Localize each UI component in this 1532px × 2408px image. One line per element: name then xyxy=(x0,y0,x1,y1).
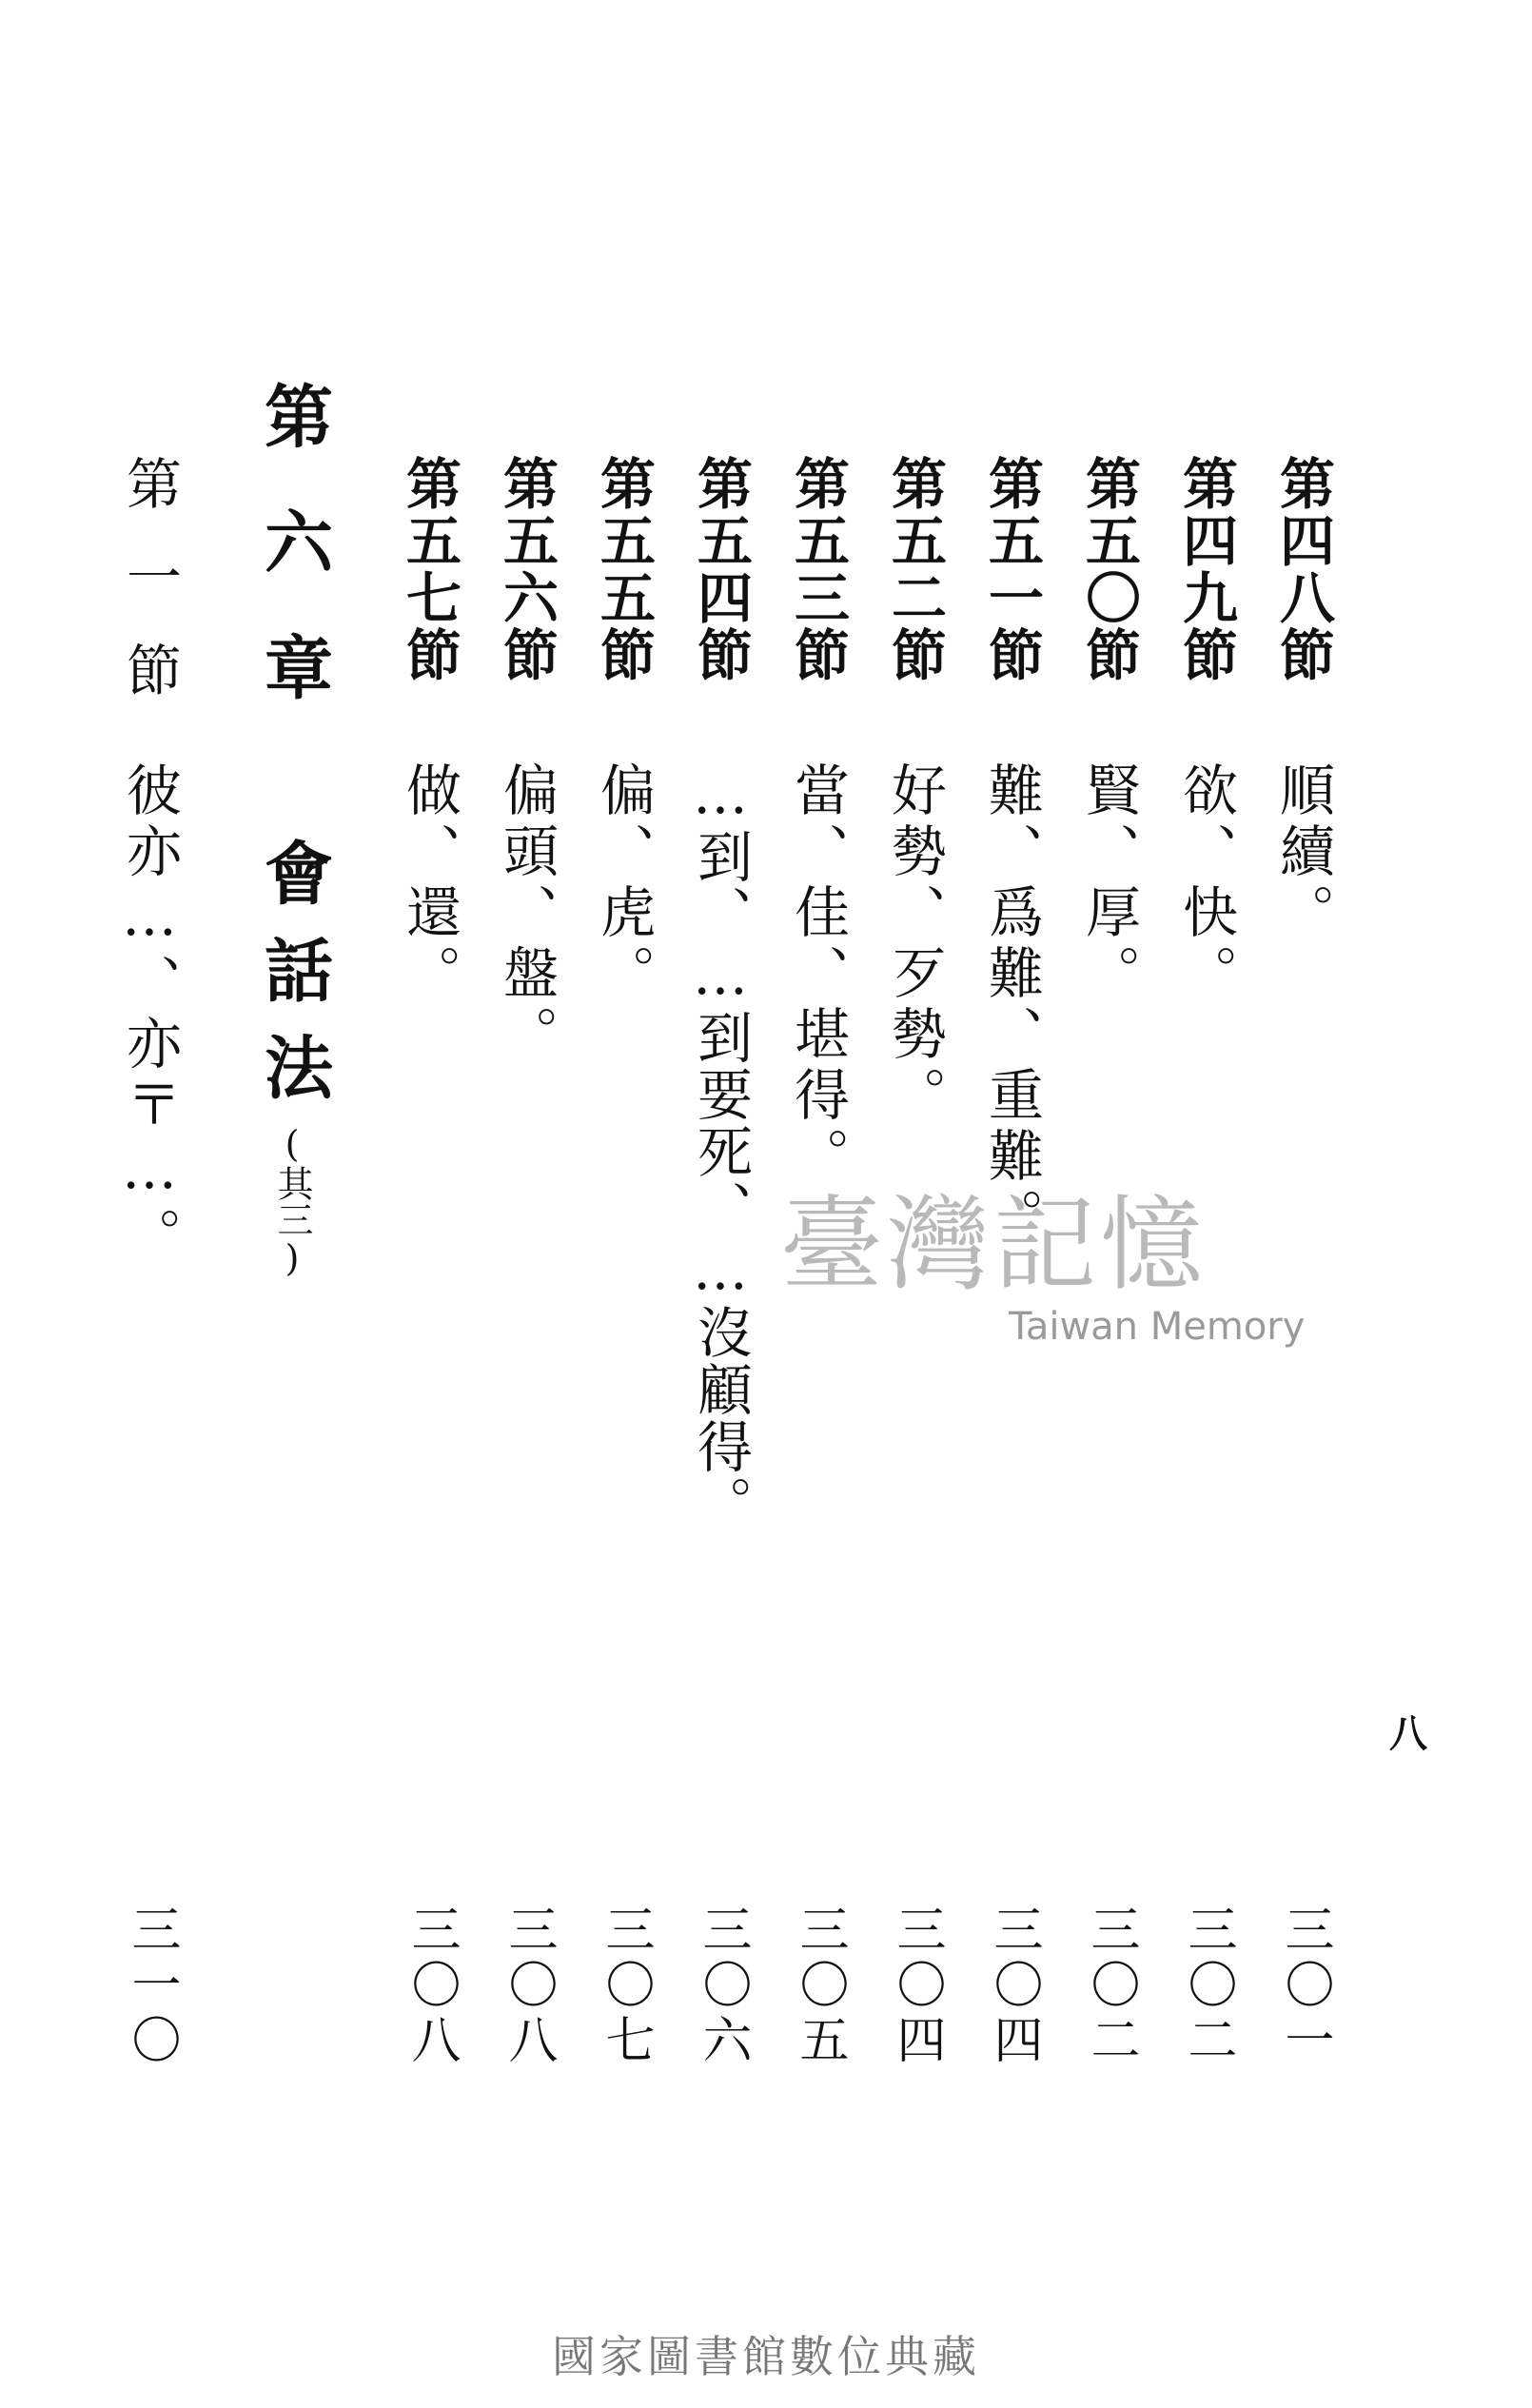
page-number: 三〇六 xyxy=(694,1904,751,2069)
section-topic: …到、…到要死、…沒顧得。 xyxy=(688,761,753,1532)
section-label: 第一節 xyxy=(117,455,182,735)
page-number: 三〇一 xyxy=(1276,1904,1333,2069)
section-topic: 難、爲難、重難。 xyxy=(979,761,1044,1249)
section-topic: 賢、厚。 xyxy=(1076,761,1141,1005)
section-label: 第五一節 xyxy=(979,455,1044,683)
taiwan-memory-watermark xyxy=(780,1186,1306,1349)
section-label: 第五六節 xyxy=(494,455,559,683)
section-label: 第五四節 xyxy=(688,455,753,683)
section-topic: 欲、快。 xyxy=(1173,761,1238,1005)
section-topic: 彼亦…、亦〒…。 xyxy=(117,761,182,1268)
page-number: 三〇七 xyxy=(597,1904,654,2069)
section-topic: 順續。 xyxy=(1270,761,1335,944)
chapter-note: (其三) xyxy=(271,1123,313,1279)
section-label: 第五〇節 xyxy=(1076,455,1141,683)
section-label: 第五五節 xyxy=(591,455,656,683)
section-label: 第五三節 xyxy=(785,455,850,683)
section-topic: 做、還。 xyxy=(397,761,462,1005)
section-label: 第五七節 xyxy=(397,455,462,683)
section-label: 第五二節 xyxy=(882,455,947,683)
page-number: 三〇八 xyxy=(500,1904,557,2069)
chapter-title: 會話法 xyxy=(253,838,334,1129)
section-topic: 偏頭、盤。 xyxy=(494,761,559,1066)
library-footer: 國家圖書館數位典藏 xyxy=(552,2331,980,2382)
page-number: 三〇四 xyxy=(888,1904,945,2069)
page-number: 三〇八 xyxy=(403,1904,460,2069)
page-number: 三一〇 xyxy=(123,1904,180,2069)
page-number: 三〇五 xyxy=(791,1904,848,2069)
page-number: 三〇二 xyxy=(1179,1904,1236,2069)
section-topic: 好勢、歹勢。 xyxy=(882,761,947,1127)
section-label: 第四八節 xyxy=(1270,455,1335,683)
folio-mark: 八 xyxy=(1389,1711,1427,1756)
watermark-english: Taiwan Memory xyxy=(1009,1305,1306,1349)
section-topic: 當、佳、堪得。 xyxy=(785,761,850,1188)
section-label: 第四九節 xyxy=(1173,455,1238,683)
page-number: 三〇四 xyxy=(985,1904,1042,2069)
chapter-number: 第六章 xyxy=(253,381,334,758)
section-topic: 偏、虎。 xyxy=(591,761,656,1005)
page-number: 三〇二 xyxy=(1082,1904,1139,2069)
watermark-chinese: 臺灣記憶 xyxy=(780,1186,1208,1305)
